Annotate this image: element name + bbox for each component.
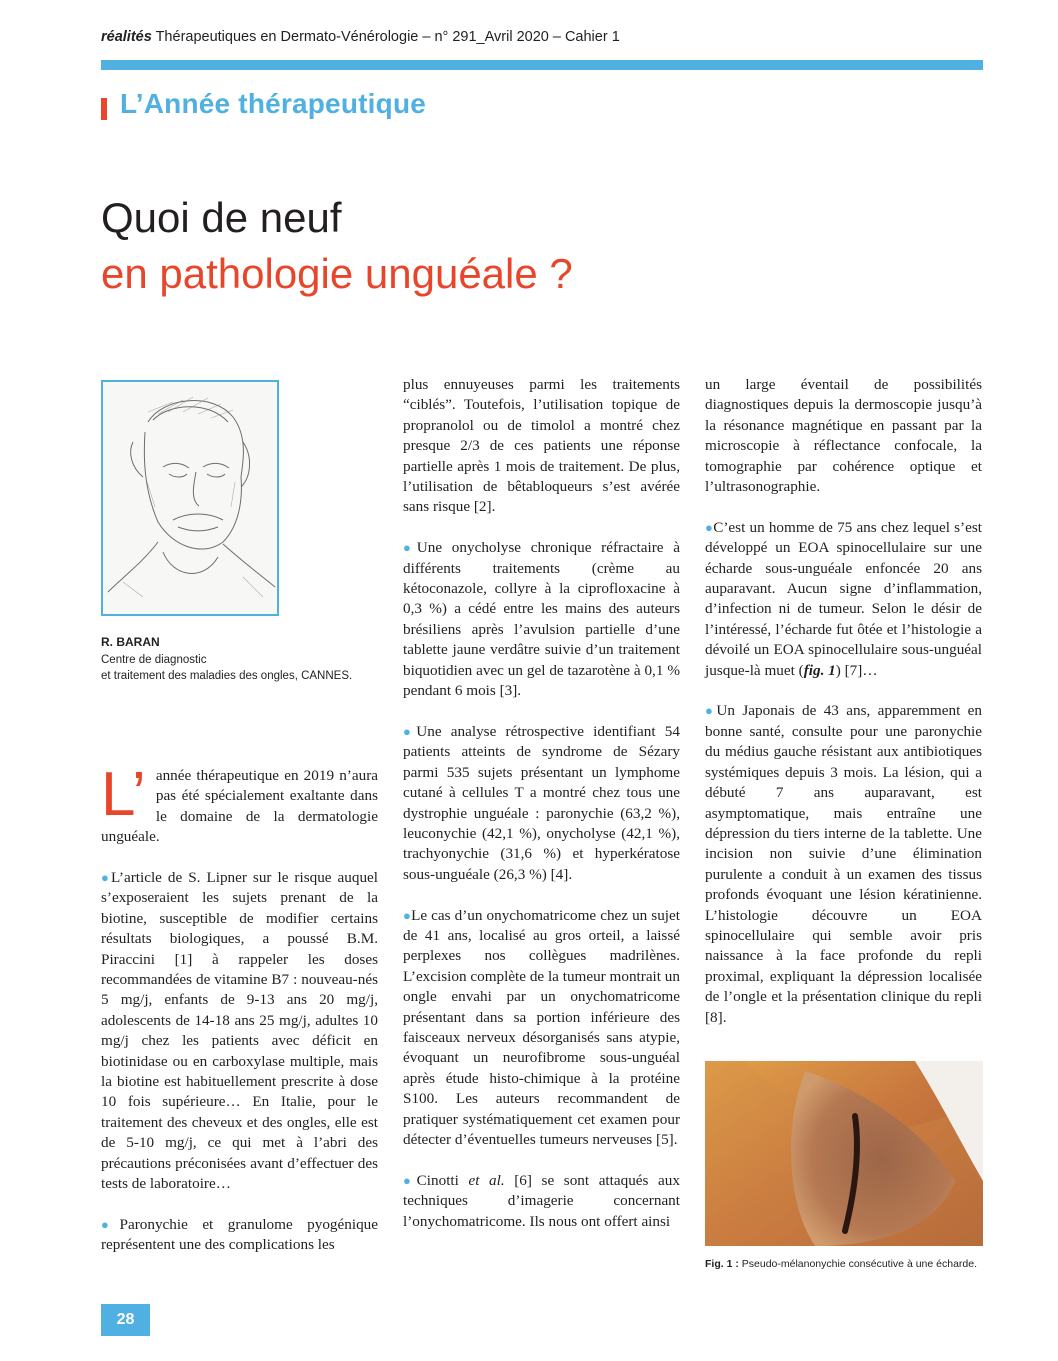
paragraph xyxy=(403,1171,680,1232)
paragraph xyxy=(705,518,982,681)
paragraph xyxy=(705,375,982,497)
author-affiliation xyxy=(101,652,352,684)
author-name: R. BARAN xyxy=(101,635,160,649)
paragraph xyxy=(403,722,680,885)
bullet-icon: ● xyxy=(705,703,717,719)
paragraph xyxy=(403,538,680,701)
bullet-icon: ● xyxy=(403,540,417,556)
paragraph-text: Une onycholyse chronique réfractaire à différents traitements (crème au kétoconazole, collyre à la ciprofloxacine à 0,3 %) a cédé entre les mains des auteurs brésiliens après l’avulsion partielle d’une tablette jaune verdâtre suivie d’un traitement biquotidien avec un gel de tazarotène à 0,1 % pendant 6 mois [3]. xyxy=(403,539,680,700)
bullet-icon: ● xyxy=(403,723,417,739)
figure-reference: fig. 1 xyxy=(803,661,836,679)
affiliation-line: et traitement des maladies des ongles, CANNES. xyxy=(101,670,353,682)
figure-caption-text: Pseudo-mélanonychie consécutive à une écharde. xyxy=(738,1258,977,1270)
section-marker xyxy=(101,98,107,120)
section-title: L’Année thérapeutique xyxy=(120,88,427,119)
bullet-icon: ● xyxy=(705,519,714,535)
paragraph-text: C’est un homme de 75 ans chez lequel s’est développé un EOA spinocellulaire sur une écharde sous-unguéale enfoncée 20 ans auparavant. Aucun signe d’inflammation, d’infection ni de tumeur. Selon le désir de l’intéressé, l’écharde fut ôtée et l’histologie a dévoilé un EOA spinocellulaire sous-unguéal jusque-là muet ( xyxy=(705,518,982,679)
figure-nail-photo xyxy=(705,1061,983,1246)
paragraph-text: [6] se sont attaqués aux techniques d’imagerie concernant l’onychomatricome. Ils nous ont offert ainsi xyxy=(403,1171,680,1230)
bullet-icon: ● xyxy=(101,870,112,886)
running-header xyxy=(101,29,620,45)
bullet-icon: ● xyxy=(403,907,412,923)
page-number: 28 xyxy=(101,1304,150,1336)
paragraph xyxy=(101,868,378,1195)
bullet-icon: ● xyxy=(403,1172,417,1188)
paragraph-text: Une analyse rétrospective identifiant 54 patients atteints de syndrome de Sézary parmi 535 sujets présentant un lymphome cutané à cellules T a montré chez tous une dystrophie unguéale : paronychie (63,2 %), leuconychie (42,1 %), onycholyse (42,1 %), trachyonychie (31,6 %) et hyperkératose sous-unguéale (26,3 %) [4]. xyxy=(403,722,680,883)
paragraph xyxy=(403,906,680,1151)
paragraph-text: Le cas d’un onychomatricome chez un sujet de 41 ans, localisé au gros orteil, a laissé perplexes nos collègues madrilènes. L’excision complète de la tumeur montrait un ongle envahi par un onychomatricome présentant dans sa portion inférieure des faisceaux nerveux désorganisés sans atypie, évoquant un neurofibrome sous-unguéal après étude histo-chimique à la protéine S100. Les auteurs recommandent de pratiquer systématiquement cet examen pour détecter d’éventuelles tumeurs nerveuses [5]. xyxy=(403,906,680,1148)
portrait-sketch-drawing xyxy=(103,382,277,614)
drop-cap: L’ xyxy=(101,760,146,829)
article-column-2 xyxy=(403,375,680,1232)
intro-text: année thérapeutique en 2019 n’aura pas été spécialement exaltante dans le domaine de la dermatologie unguéale. xyxy=(101,767,378,846)
bullet-icon: ● xyxy=(101,1216,120,1232)
intro-paragraph xyxy=(101,760,378,848)
author-portrait-sketch xyxy=(101,380,279,616)
paragraph-text: Paronychie et granulome pyogénique représentent une des complications les xyxy=(101,1215,379,1254)
article-title-line1: Quoi de neuf xyxy=(101,194,342,241)
paragraph xyxy=(705,701,982,1028)
affiliation-line: Centre de diagnostic xyxy=(101,654,207,666)
nail-photo-image xyxy=(705,1061,983,1246)
paragraph-text: un large éventail de possibilités diagnostiques depuis la dermoscopie jusqu’à la résonance magnétique en passant par la microscopie à réflectance confocale, la tomographie par cohérence optique et l’ultrasonographie. xyxy=(705,376,982,496)
paragraph xyxy=(403,375,680,518)
article-column-1 xyxy=(101,760,379,1256)
article-title-line2: en pathologie unguéale ? xyxy=(101,250,573,297)
paragraph-text: L’article de S. Lipner sur le risque auquel s’exposeraient les sujets prenant de la biotine, susceptible de modifier certains résultats biologiques, a poussé B.M. Piraccini [1] à rappeler les doses recommandées de vitamine B7 : nouveau-nés 5 mg/j, enfants de 9-13 ans 20 mg/j, adolescents de 14-18 ans 25 mg/j, adultes 10 mg/j chez les patients avec déficit en biotinidase ou en carboxylase multiple, mais la biotine est habituellement prescrite à dose 10 fois supérieure… En Italie, pour le traitement des cheveux et des ongles, elle est de 5-10 mg/j, ce qui met à l’abri des précautions préconisées avant d’effectuer des tests de laboratoire… xyxy=(101,869,378,1193)
paragraph-text: Un Japonais de 43 ans, apparemment en bonne santé, consulte pour une paronychie du médius gauche résistant aux antibiotiques systémiques depuis 3 mois. La lésion, qui a débuté 7 ans auparavant, est asymptomatique, mais entraîne une dépression du tiers interne de la tablette. Une incision non suivie d’une élimination purulente a conduit à un examen des tissus profonds évoquant une lésion kératinienne. L’histologie découvre un EOA spinocellulaire qui semble avoir pris naissance à la face profonde du repli proximal, expliquant la dépression localisée de l’ongle et la présentation clinique du repli [8]. xyxy=(705,702,982,1026)
paragraph-text: plus ennuyeuses parmi les traitements “ciblés”. Toutefois, l’utilisation topique de propranolol ou de timolol a montré chez presque 2/3 de ces patients une réponse partielle après 1 mois de traitement. De plus, l’utilisation de bêtabloqueurs s’est avérée sans risque [2]. xyxy=(403,376,680,516)
journal-issue: Thérapeutiques en Dermato-Vénérologie – n° 291_Avril 2020 – Cahier 1 xyxy=(155,29,620,45)
paragraph xyxy=(101,1215,378,1256)
article-column-3 xyxy=(705,375,982,1048)
header-rule xyxy=(101,60,983,70)
figure-caption xyxy=(705,1258,995,1270)
figure-label: Fig. 1 : xyxy=(705,1258,739,1270)
article-title xyxy=(101,190,573,302)
journal-brand: réalités xyxy=(101,29,152,45)
citation-etal: et al. xyxy=(468,1171,505,1189)
paragraph-text: Cinotti xyxy=(416,1171,469,1189)
paragraph-text: ) [7]… xyxy=(835,661,878,679)
